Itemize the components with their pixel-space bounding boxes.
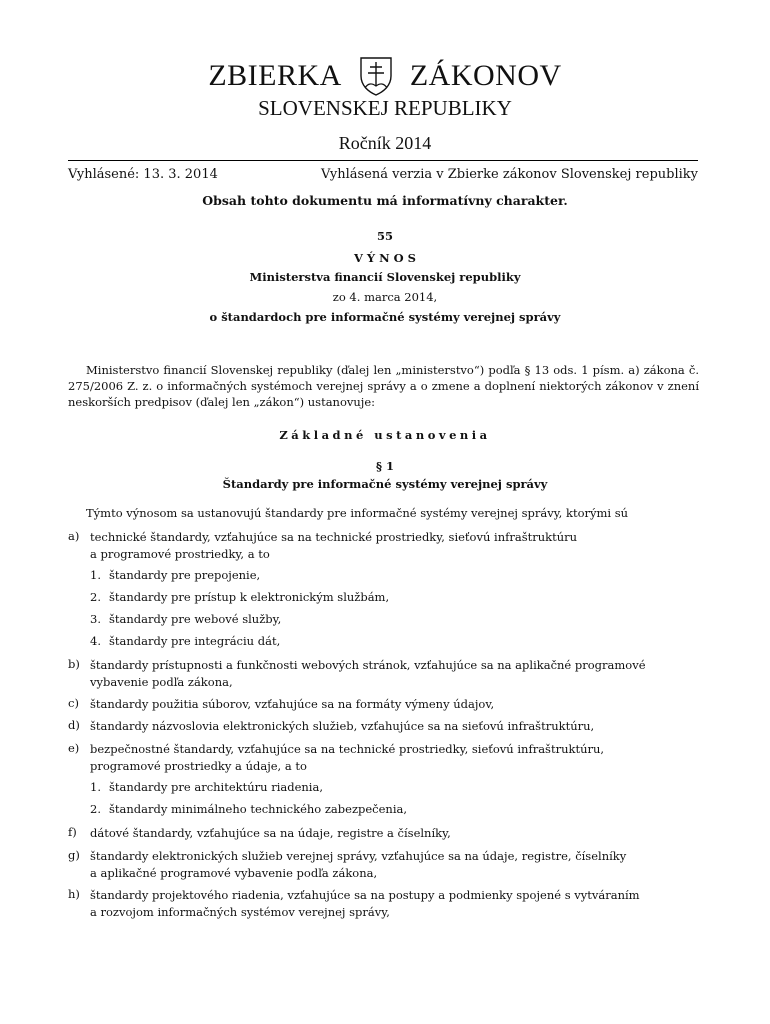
list-item-line1: dátové štandardy, vzťahujúce sa na údaje, registre a číselníky,	[90, 826, 451, 840]
masthead-title-left: ZBIERKA	[208, 59, 342, 92]
list-item-letter: a)	[68, 529, 80, 543]
list-item-letter: b)	[68, 657, 80, 671]
list-item-line2: a rozvojom informačných systémov verejnej správy,	[90, 905, 390, 919]
sub-item-number: 1.	[90, 780, 101, 794]
list-item-letter: d)	[68, 718, 80, 732]
act-type: V Ý N O S	[354, 251, 416, 265]
list-item-letter: e)	[68, 741, 80, 755]
list-item-letter: h)	[68, 887, 80, 901]
list-item-letter: f)	[68, 825, 77, 839]
sub-item-text: štandardy minimálneho technického zabezpečenia,	[109, 802, 408, 816]
list-item-line1: štandardy použitia súborov, vzťahujúce sa na formáty výmeny údajov,	[90, 697, 495, 711]
list-item-line1: bezpečnostné štandardy, vzťahujúce sa na technické prostriedky, sieťovú infraštruktúru,	[90, 742, 605, 756]
sub-item-text: štandardy pre architektúru riadenia,	[109, 780, 323, 794]
paragraph-intro: Týmto výnosom sa ustanovujú štandardy pre informačné systémy verejnej správy, ktorými sú	[86, 506, 629, 520]
preamble: Ministerstvo financií Slovenskej republiky (ďalej len „ministerstvo“) podľa § 13 ods. 1 písm. a) zákona č. 275/2006 Z. z. o informačných systémoch verejnej správy a o zmene a doplnení niektorých zákonov v znení neskorších predpisov (ďalej len „zákon“) ustanovuje:	[68, 363, 699, 409]
coat-of-arms-icon	[358, 56, 394, 96]
masthead-title	[0, 56, 770, 96]
list-item-line2: a programové prostriedky, a to	[90, 547, 270, 561]
volume-year: Ročník 2014	[338, 133, 432, 153]
list-item-line2: programové prostriedky a údaje, a to	[90, 759, 307, 773]
list-item-line2: vybavenie podľa zákona,	[90, 675, 233, 689]
masthead-subtitle: SLOVENSKEJ REPUBLIKY	[258, 96, 512, 120]
list-item-line1: technické štandardy, vzťahujúce sa na technické prostriedky, sieťovú infraštruktúru	[90, 530, 578, 544]
header-rule	[68, 160, 698, 161]
sub-item-number: 2.	[90, 590, 101, 604]
list-item-line2: a aplikačné programové vybavenie podľa zákona,	[90, 866, 378, 880]
list-item-line1: štandardy prístupnosti a funkčnosti webových stránok, vzťahujúce sa na aplikačné programové	[90, 658, 646, 672]
sub-item-number: 2.	[90, 802, 101, 816]
sub-item-text: štandardy pre webové služby,	[109, 612, 282, 626]
version-note: Vyhlásená verzia v Zbierke zákonov Slovenskej republiky	[321, 167, 698, 182]
list-item-letter: g)	[68, 848, 80, 862]
sub-item-text: štandardy pre integráciu dát,	[109, 634, 281, 648]
sub-item-text: štandardy pre prístup k elektronickým službám,	[109, 590, 390, 604]
section-heading: Základné ustanovenia	[279, 428, 491, 442]
paragraph-number: § 1	[375, 459, 395, 473]
list-item-line1: štandardy projektového riadenia, vzťahujúce sa na postupy a podmienky spojené s vytváraním	[90, 888, 640, 902]
informative-note: Obsah tohto dokumentu má informatívny charakter.	[202, 193, 568, 208]
act-number: 55	[376, 229, 393, 243]
sub-item-text: štandardy pre prepojenie,	[109, 568, 261, 582]
sub-item-number: 1.	[90, 568, 101, 582]
masthead-title-right: ZÁKONOV	[409, 59, 562, 92]
act-issuer: Ministerstva financií Slovenskej republiky	[249, 270, 521, 284]
paragraph-title: Štandardy pre informačné systémy verejnej správy	[222, 477, 548, 491]
publication-date: Vyhlásené: 13. 3. 2014	[68, 167, 218, 182]
act-date: zo 4. marca 2014,	[332, 290, 438, 304]
sub-item-number: 4.	[90, 634, 101, 648]
list-item-line1: štandardy elektronických služieb verejnej správy, vzťahujúce sa na údaje, registre, číselníky	[90, 849, 627, 863]
act-subject: o štandardoch pre informačné systémy verejnej správy	[209, 310, 561, 324]
list-item-line1: štandardy názvoslovia elektronických služieb, vzťahujúce sa na sieťovú infraštruktúru,	[90, 719, 595, 733]
list-item-letter: c)	[68, 696, 79, 710]
sub-item-number: 3.	[90, 612, 101, 626]
